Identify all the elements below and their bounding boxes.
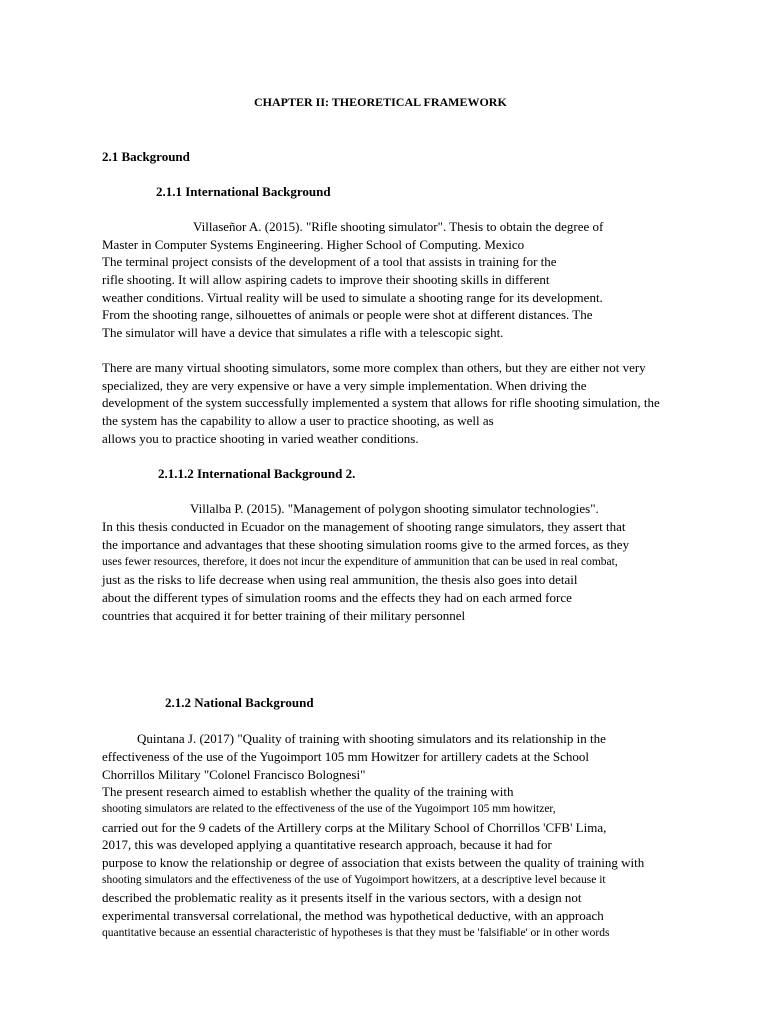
paragraph-line: rifle shooting. It will allow aspiring cadets to improve their shooting skills in different <box>102 272 550 287</box>
paragraph-line: In this thesis conducted in Ecuador on the management of shooting range simulators, they assert that <box>102 519 626 534</box>
paragraph-line: the importance and advantages that these shooting simulation rooms give to the armed forces, as they <box>102 537 630 552</box>
paragraph-line: 2017, this was developed applying a quantitative research approach, because it had for <box>102 837 552 852</box>
paragraph-line: The terminal project consists of the development of a tool that assists in training for the <box>102 254 557 269</box>
paragraph-line: carried out for the 9 cadets of the Artillery corps at the Military School of Chorrillos 'CFB' Lima, <box>102 820 607 835</box>
subsection-heading-national: 2.1.2 National Background <box>165 695 314 710</box>
paragraph-line: allows you to practice shooting in varied weather conditions. <box>102 431 419 446</box>
subsection-heading-international-2: 2.1.1.2 International Background 2. <box>158 466 356 481</box>
paragraph-line: weather conditions. Virtual reality will be used to simulate a shooting range for its development. <box>102 290 603 305</box>
paragraph-line: uses fewer resources, therefore, it does not incur the expenditure of ammunition that can be used in real combat, <box>102 556 618 568</box>
paragraph-line: Villaseñor A. (2015). "Rifle shooting simulator". Thesis to obtain the degree of <box>193 219 604 234</box>
paragraph-line: From the shooting range, silhouettes of animals or people were shot at different distances. The <box>102 307 593 322</box>
paragraph-line: Master in Computer Systems Engineering. Higher School of Computing. Mexico <box>102 237 525 252</box>
paragraph-line: the system has the capability to allow a user to practice shooting, as well as <box>102 413 494 428</box>
paragraph-line: effectiveness of the use of the Yugoimport 105 mm Howitzer for artillery cadets at the School <box>102 749 589 764</box>
paragraph-line: about the different types of simulation rooms and the effects they had on each armed force <box>102 590 572 605</box>
paragraph-line: described the problematic reality as it presents itself in the various sectors, with a design not <box>102 890 582 905</box>
chapter-title: CHAPTER II: THEORETICAL FRAMEWORK <box>254 95 507 109</box>
paragraph-line: The simulator will have a device that simulates a rifle with a telescopic sight. <box>102 325 504 340</box>
paragraph-line: shooting simulators and the effectiveness of the use of Yugoimport howitzers, at a descriptive level because it <box>102 874 606 886</box>
paragraph-line: experimental transversal correlational, the method was hypothetical deductive, with an approach <box>102 908 604 923</box>
paragraph-line: just as the risks to life decrease when using real ammunition, the thesis also goes into detail <box>102 572 578 587</box>
paragraph-line: development of the system successfully implemented a system that allows for rifle shooting simulation, the <box>102 395 660 410</box>
paragraph-line: quantitative because an essential characteristic of hypotheses is that they must be 'falsifiable' or in other words <box>102 927 610 939</box>
paragraph-line: specialized, they are very expensive or have a very simple implementation. When driving the <box>102 378 587 393</box>
paragraph-line: There are many virtual shooting simulators, some more complex than others, but they are either not very <box>102 360 646 375</box>
subsection-heading-international: 2.1.1 International Background <box>156 184 331 199</box>
paragraph-line: Villalba P. (2015). "Management of polygon shooting simulator technologies". <box>190 501 599 516</box>
paragraph-line: purpose to know the relationship or degree of association that exists between the quality of training with <box>102 855 645 870</box>
paragraph-line: Chorrillos Military "Colonel Francisco Bolognesi" <box>102 767 366 782</box>
paragraph-line: shooting simulators are related to the effectiveness of the use of the Yugoimport 105 mm howitzer, <box>102 803 556 815</box>
paragraph-line: Quintana J. (2017) "Quality of training with shooting simulators and its relationship in the <box>137 731 606 746</box>
paragraph-line: The present research aimed to establish whether the quality of the training with <box>102 784 514 799</box>
paragraph-line: countries that acquired it for better training of their military personnel <box>102 608 466 623</box>
section-heading-background: 2.1 Background <box>102 149 190 164</box>
